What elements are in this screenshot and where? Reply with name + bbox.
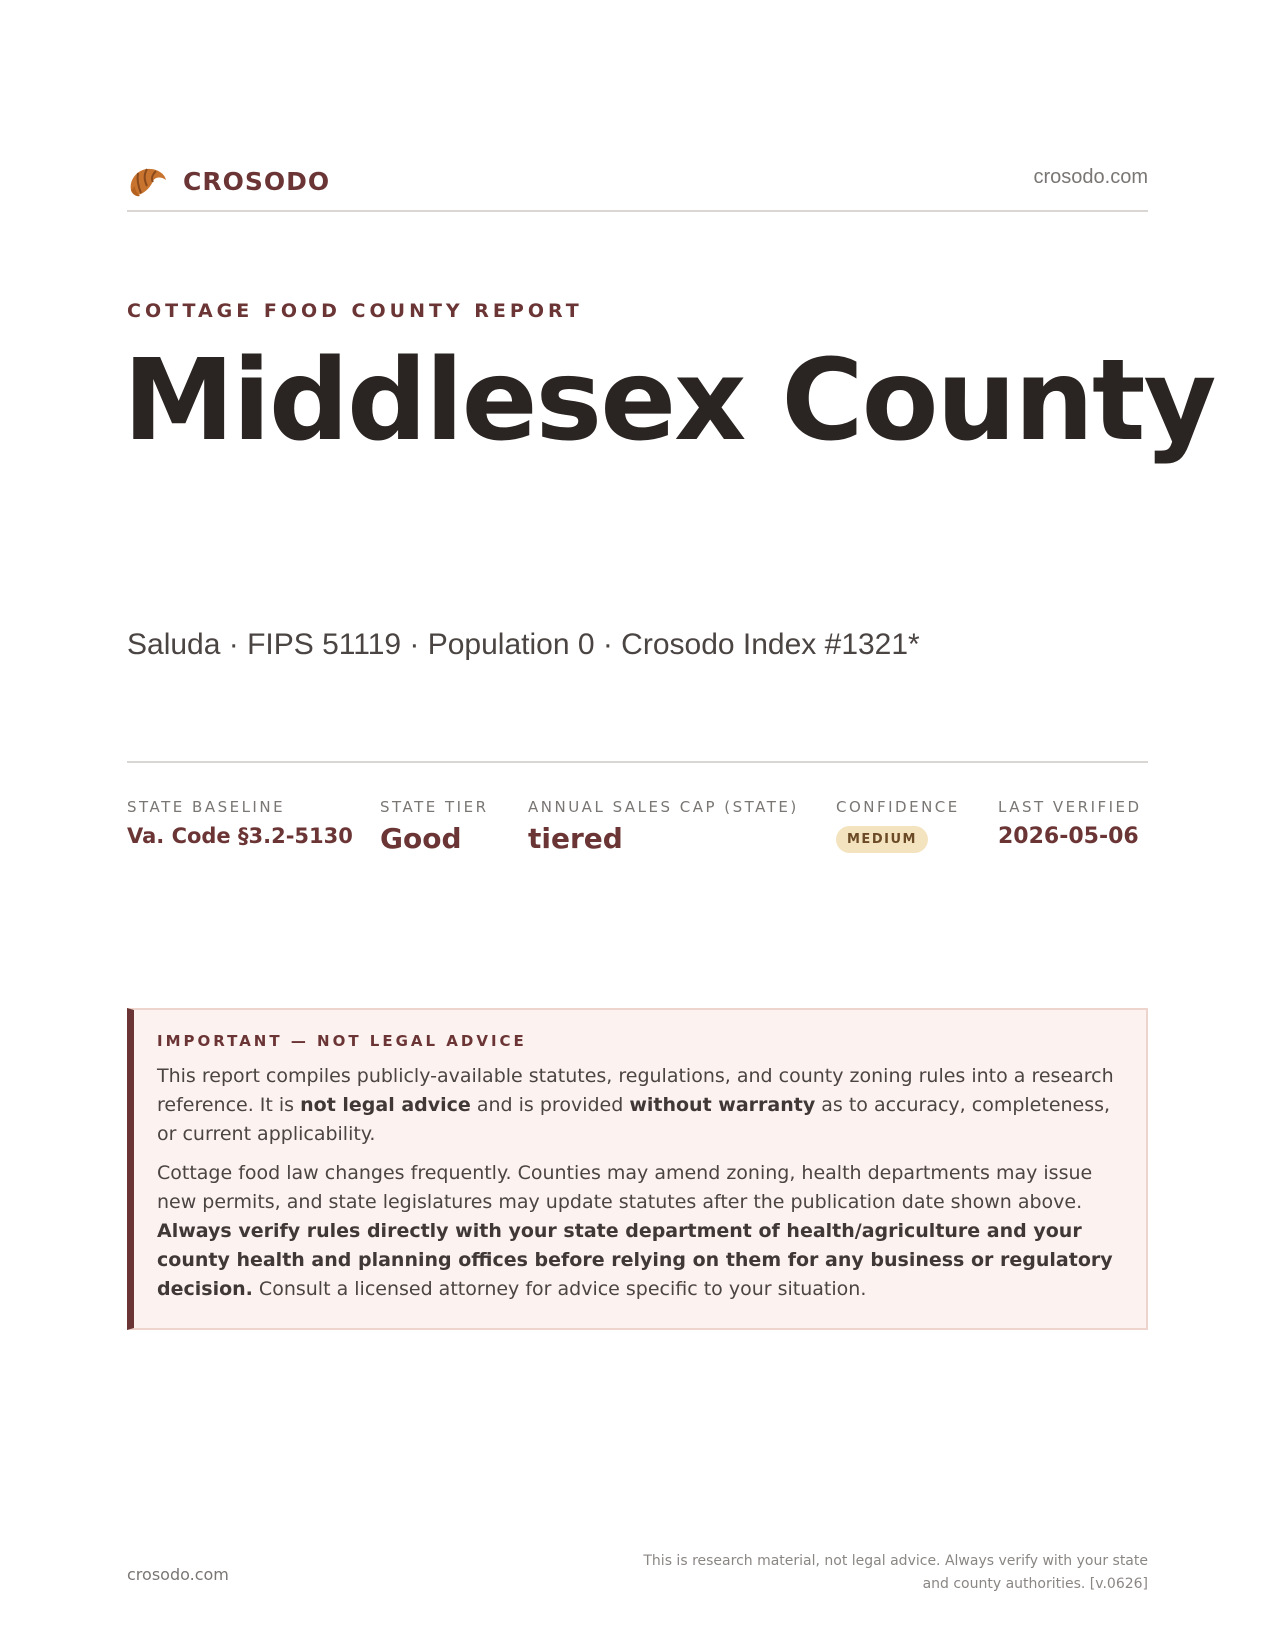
stat-label: LAST VERIFIED <box>998 798 1142 816</box>
stat-value: Va. Code §3.2-5130 <box>127 824 353 848</box>
notice-emphasis: not legal advice <box>300 1094 471 1116</box>
notice-emphasis: Always verify rules directly with your state department of health/agriculture and your county health and planning offices before relying on them for any business or regulatory decision. <box>157 1220 1113 1300</box>
stats-row <box>127 798 1148 878</box>
stat-state-tier <box>380 798 489 855</box>
stat-label: CONFIDENCE <box>836 798 960 816</box>
notice-heading: IMPORTANT — NOT LEGAL ADVICE <box>157 1032 527 1050</box>
notice-paragraph-1 <box>157 1062 1120 1149</box>
brand-name: CROSODO <box>183 166 331 196</box>
report-page <box>123 0 1215 1650</box>
notice-text: This report compiles publicly-available statutes, regulations, and county zoning rules into a research reference. It is <box>157 1065 1114 1116</box>
stat-value: tiered <box>528 822 623 855</box>
header-site-link[interactable]: crosodo.com <box>1033 166 1148 188</box>
confidence-badge: MEDIUM <box>836 826 928 853</box>
stat-label: STATE BASELINE <box>127 798 286 816</box>
notice-text: as to accuracy, completeness, or current applicability. <box>157 1094 1111 1145</box>
stat-confidence <box>836 798 960 853</box>
legal-notice <box>127 1008 1148 1330</box>
notice-text: and is provided <box>470 1094 630 1116</box>
footer-site-link[interactable]: crosodo.com <box>127 1565 229 1584</box>
stat-annual-sales-cap <box>528 798 799 855</box>
croissant-icon <box>127 160 169 202</box>
county-meta-line: Saluda · FIPS 51119 · Population 0 · Crosodo Index #1321* <box>127 628 920 661</box>
stat-value: 2026-05-06 <box>998 824 1139 849</box>
brand[interactable] <box>127 160 330 202</box>
stat-last-verified <box>998 798 1142 849</box>
footer-disclaimer-line: This is research material, not legal advice. Always verify with your state <box>643 1553 1148 1569</box>
notice-emphasis: without warranty <box>629 1094 816 1116</box>
footer-disclaimer-line: and county authorities. [v.0626] <box>922 1576 1148 1592</box>
page-title: Middlesex County <box>123 336 1215 466</box>
page-header <box>127 150 1148 212</box>
footer-disclaimer <box>608 1550 1148 1596</box>
report-type-label: COTTAGE FOOD COUNTY REPORT <box>127 300 583 322</box>
notice-paragraph-2 <box>157 1159 1120 1304</box>
stat-label: STATE TIER <box>380 798 489 816</box>
notice-text: Consult a licensed attorney for advice specific to your situation. <box>252 1278 867 1300</box>
notice-text: Cottage food law changes frequently. Counties may amend zoning, health departments may issue new permits, and state legislatures may update statutes after the publication date shown above. <box>157 1162 1093 1213</box>
stat-value: Good <box>380 822 462 855</box>
stat-state-baseline <box>127 798 353 848</box>
stat-label: ANNUAL SALES CAP (STATE) <box>528 798 799 816</box>
section-divider <box>127 761 1148 763</box>
